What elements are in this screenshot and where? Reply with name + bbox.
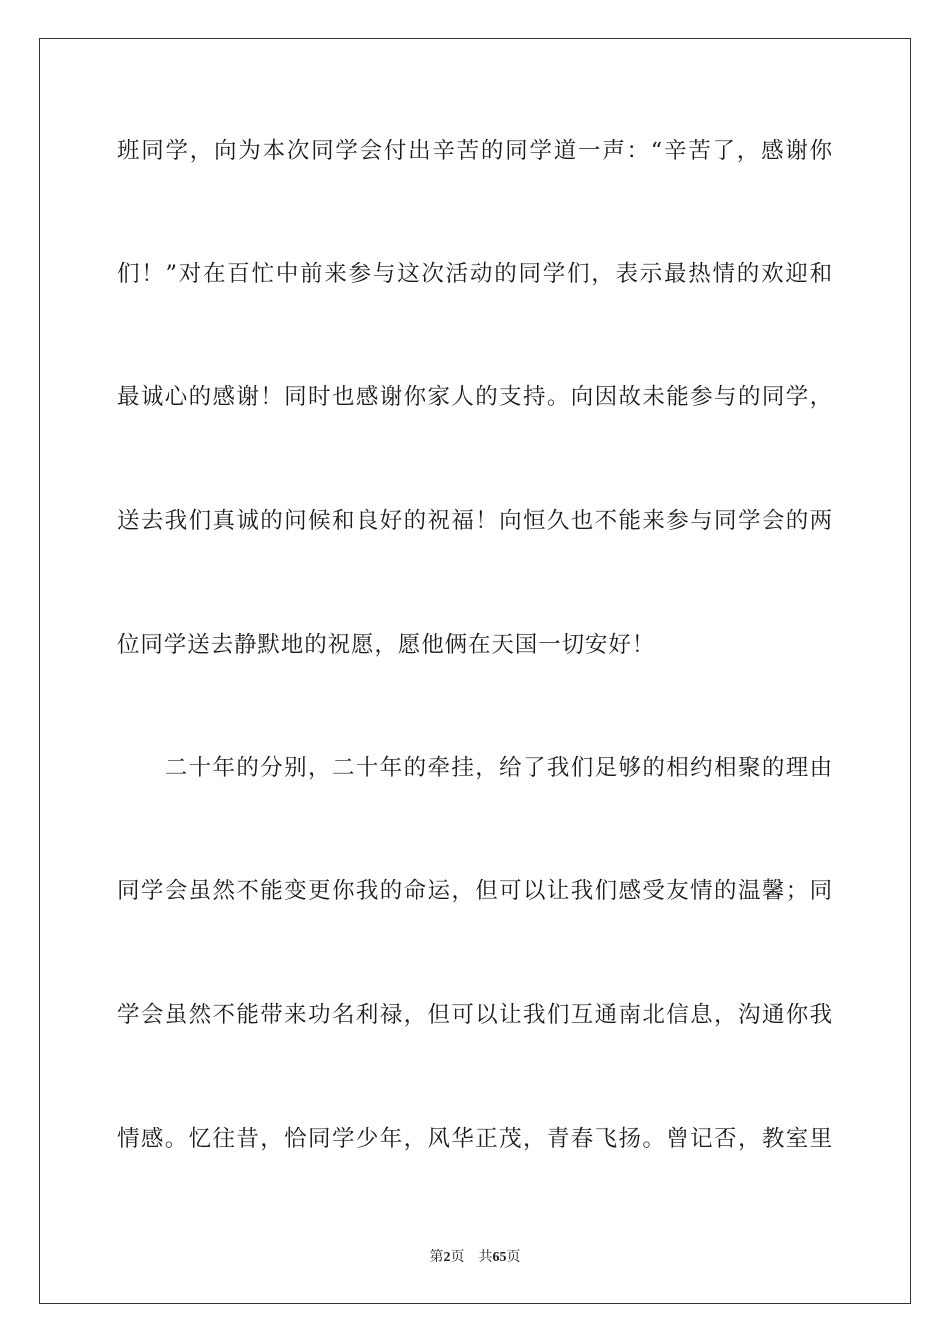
body-line-9: 情感。忆往昔，恰同学少年，风华正茂，青春飞扬。曾记否，教室里 — [117, 1126, 833, 1152]
body-line-3: 最诚心的感谢！同时也感谢你家人的支持。向因故未能参与的同学， — [117, 384, 833, 410]
body-line-2: 们！”对在百忙中前来参与这次活动的同学们，表示最热情的欢迎和 — [117, 261, 833, 287]
page-prefix: 第 — [429, 1250, 444, 1265]
body-line-5: 位同学送去静默地的祝愿，愿他俩在天国一切安好！ — [117, 632, 656, 658]
body-line-4: 送去我们真诚的问候和良好的祝福！向恒久也不能来参与同学会的两 — [117, 508, 833, 534]
page-border — [39, 38, 911, 1304]
body-line-7: 同学会虽然不能变更你我的命运，但可以让我们感受友情的温馨；同 — [117, 878, 833, 904]
page-number: 2 — [443, 1250, 451, 1265]
total-suffix: 页 — [506, 1250, 521, 1265]
body-line-1: 班同学，向为本次同学会付出辛苦的同学道一声：“辛苦了，感谢你 — [117, 138, 833, 164]
page-footer — [0, 1246, 950, 1266]
body-line-6: 二十年的分别，二十年的牵挂，给了我们足够的相约相聚的理由 — [117, 755, 833, 781]
total-pages: 65 — [492, 1250, 507, 1265]
page-suffix: 页 — [450, 1250, 465, 1265]
body-line-8: 学会虽然不能带来功名利禄，但可以让我们互通南北信息，沟通你我 — [117, 1002, 833, 1028]
total-prefix: 共 — [478, 1250, 493, 1265]
